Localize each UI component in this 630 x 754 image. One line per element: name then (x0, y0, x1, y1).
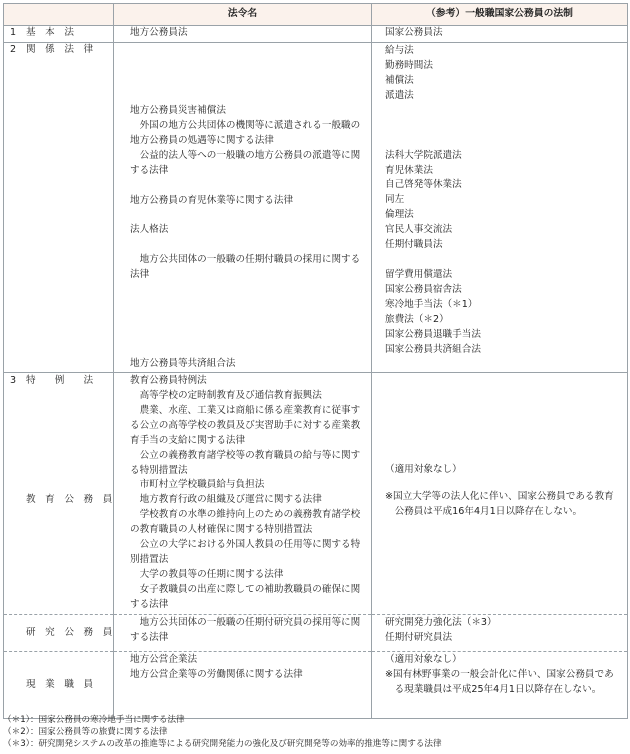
ref-note: （適用対象なし） (385, 654, 462, 666)
law-name: 大学の教員等の任期に関する法律 (139, 568, 284, 580)
law-cell-related (114, 43, 372, 373)
category-label: 関 係 法 律 (26, 44, 94, 55)
law-name: 地方公務員法 (130, 27, 188, 38)
law-cell-education (114, 373, 372, 615)
category-label: 特 例 法 (26, 375, 94, 387)
table-row-basic (4, 26, 628, 43)
law-name: 高等学校の定時制教育及び通信教育振興法 (139, 389, 322, 401)
ref-law-name: 国家公務員宿舎法 (385, 283, 462, 295)
law-name: 市町村立学校職員給与負担法 (139, 479, 265, 491)
ref-cell-genba (372, 652, 628, 719)
law-name: 女子教職員の出産に際しての補助教職員の確保に関する法律 (130, 583, 361, 610)
ref-law-name: 給与法 (385, 45, 414, 56)
law-table-container (3, 3, 627, 719)
ref-law-name: 育児休業法 (385, 164, 433, 176)
ref-law-name: 派遣法 (385, 89, 414, 101)
header-law-name: 法令名 (114, 4, 372, 26)
table-row-related (4, 43, 628, 373)
ref-law-name: 任期付職員法 (385, 239, 443, 251)
footnote: （＊2）：国家公務員等の旅費に関する法律 (3, 727, 168, 738)
ref-cell-education (372, 373, 628, 615)
category-label: 基 本 法 (26, 27, 74, 38)
ref-law-name: 研究開発力強化法（＊3） (385, 617, 497, 629)
ref-law-name: 国家公務員共済組合法 (385, 343, 481, 355)
ref-law-name: 国家公務員退職手当法 (385, 328, 481, 340)
ref-law-name: 同左 (385, 194, 405, 206)
law-name: 学校教育の水準の維持向上のための義務教育諸学校の教育職員の人材確保に関する特別措置法 (130, 509, 361, 536)
law-name: 地方公共団体の一般職の任期付研究員の採用等に関する法律 (130, 617, 361, 643)
category-genba (4, 652, 114, 719)
law-name: 地方公営企業等の労働関係に関する法律 (130, 668, 303, 680)
ref-law-name: 留学費用償還法 (385, 268, 453, 280)
table-row-research (4, 615, 628, 652)
law-name: 外国の地方公共団体の機関等に派遣される一般職の地方公務員の処遇等に関する法律 (130, 119, 361, 146)
law-name: 地方公務員災害補償法 (130, 105, 226, 116)
ref-law-name: 国家公務員法 (385, 27, 443, 38)
header-category (4, 4, 114, 26)
law-cell-research (114, 615, 372, 652)
ref-law-name: 自己啓発等休業法 (385, 179, 462, 191)
ref-law-name: 任期付研究員法 (385, 631, 453, 643)
table-row-education (4, 373, 628, 615)
law-name: 地方公務員の育児休業等に関する法律 (130, 194, 294, 206)
header-national-reference: （参考）一般職国家公務員の法制 (372, 4, 628, 26)
ref-note: （適用対象なし） (385, 464, 462, 476)
ref-note: ※国有林野事業の一般会計化に伴い、国家公務員である現業職員は平成25年4月1日以降存在しない。 (385, 668, 614, 695)
ref-law-name: 法科大学院派遣法 (385, 149, 462, 161)
law-name: 農業、水産、工業又は商船に係る産業教育に従事する公立の高等学校の教員及び実習助手に対する産業教育手当の支給に関する法律 (130, 404, 361, 446)
category-number: 1 (10, 27, 17, 38)
law-cell-basic (114, 26, 372, 43)
ref-cell-basic (372, 26, 628, 43)
subcategory-genba: 現 業 職 員 (26, 678, 94, 690)
category-number: 2 (10, 44, 17, 55)
ref-law-name: 勤務時間法 (385, 59, 433, 71)
table-row-genba (4, 652, 628, 719)
category-basic (4, 26, 114, 43)
law-name: 公立の大学における外国人教員の任用等に関する特別措置法 (130, 539, 361, 565)
law-name: 公益的法人等への一般職の地方公務員の派遣等に関する法律 (130, 149, 361, 176)
law-name: 教育公務員特例法 (130, 375, 207, 387)
ref-law-name: 寒冷地手当法（＊1） (385, 298, 478, 310)
footnote: （＊3）：研究開発システムの改革の推進等による研究開発能力の強化及び研究開発等の効率的推進等に関する法律 (3, 739, 442, 750)
table-header-row (4, 4, 628, 26)
law-name: 公立の義務教育諸学校等の教育職員の給与等に関する特別措置法 (130, 449, 361, 476)
law-cell-genba (114, 652, 372, 719)
law-name: 法人格法 (130, 224, 169, 236)
ref-law-name: 旅費法（＊2） (385, 313, 449, 325)
category-related (4, 43, 114, 373)
law-table (3, 3, 628, 719)
law-name: 地方公務員等共済組合法 (130, 358, 236, 370)
ref-cell-research (372, 615, 628, 652)
subcategory-research: 研 究 公 務 員 (26, 626, 113, 638)
ref-note: ※国立大学等の法人化に伴い、国家公務員である教育公務員は平成16年4月1日以降存在しない。 (385, 490, 614, 517)
category-special (4, 373, 114, 615)
category-number: 3 (10, 375, 17, 387)
law-name: 地方公営企業法 (130, 654, 198, 666)
ref-law-name: 官民人事交流法 (385, 224, 453, 236)
ref-cell-related (372, 43, 628, 373)
footnote: （＊1）：国家公務員の寒冷地手当に関する法律 (3, 715, 185, 725)
law-name: 地方教育行政の組織及び運営に関する法律 (139, 494, 322, 506)
law-name: 地方公共団体の一般職の任期付職員の採用に関する法律 (130, 254, 361, 281)
ref-law-name: 補償法 (385, 74, 414, 86)
subcategory-education: 教 育 公 務 員 (26, 493, 113, 505)
ref-law-name: 倫理法 (385, 209, 414, 221)
category-research (4, 615, 114, 652)
footnotes (3, 714, 442, 751)
